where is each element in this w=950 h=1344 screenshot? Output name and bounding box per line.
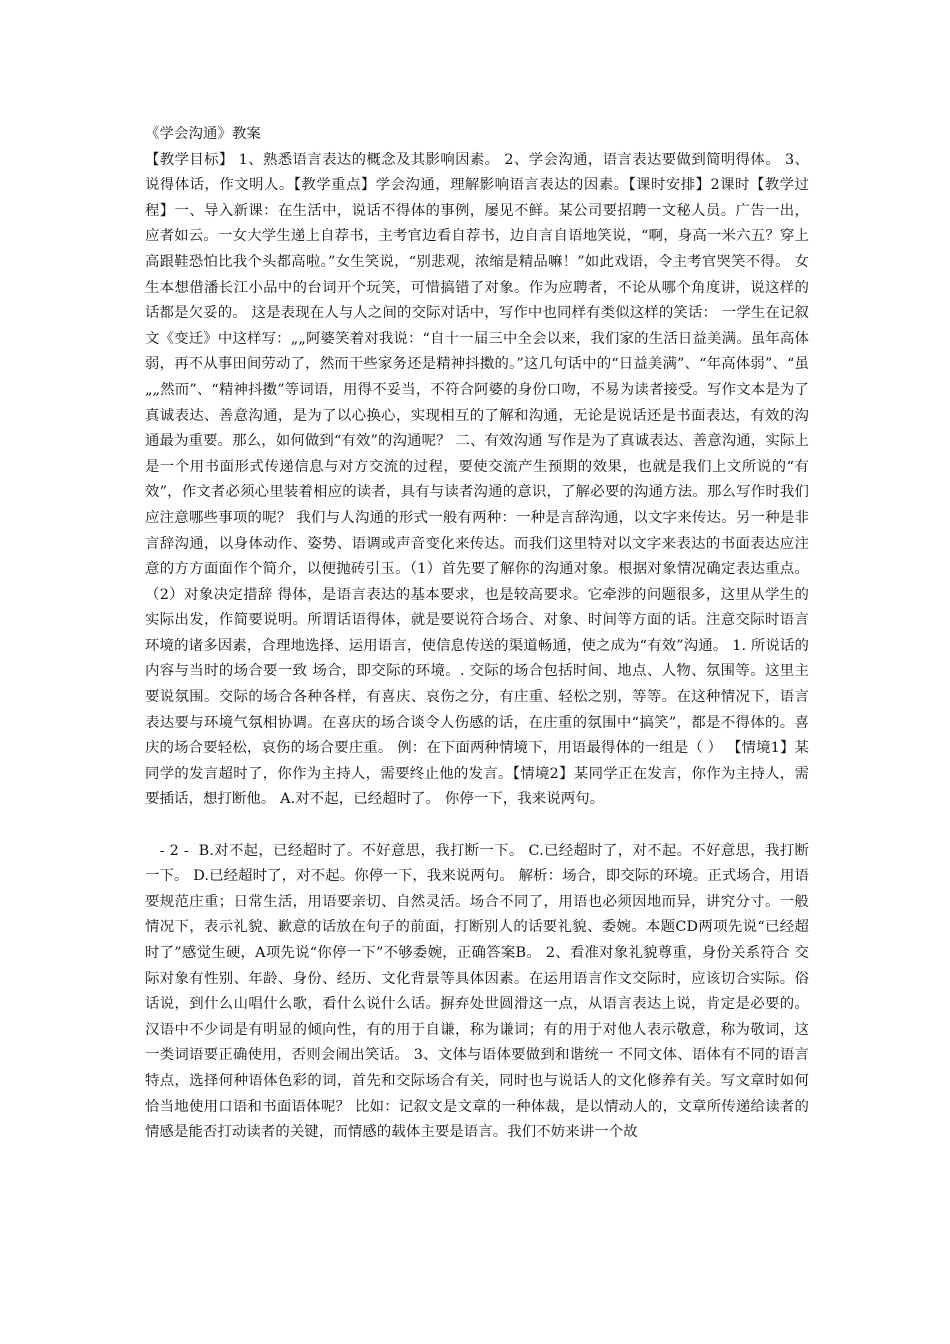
body-paragraph-1: 【教学目标】 1、熟悉语言表达的概念及其影响因素。 2、学会沟通，语言表达要做到简明得体。 3、说得体话，作文明人。【教学重点】学会沟通，理解影响语言表达的因素。【课时安排】2课时【教学过程】一、导入新课：在生活中，说话不得体的事例，屡见不鲜。某公司要招聘一文秘人员。广告一出，应者如云。一女大学生递上自荐书，主考官边看自荐书，边自言自语地笑说，“啊，身高一米六五？穿上高跟鞋恐怕比我个头都高啦。”女生笑说，“别悲观，浓缩是精品嘛！”如此戏语，令主考官哭笑不得。 女生本想借潘长江小品中的台词开个玩笑，可惜搞错了对象。作为应聘者，不论从哪个角度讲，说这样的话都是欠妥的。 这是表现在人与人之间的交际对话中，写作中也同样有类似这样的笑话： 一学生在记叙文《变迁》中这样写：„„阿婆笑着对我说：“自十一届三中全会以来，我们家的生活日益美满。虽年高体弱，再不从事田间劳动了，然而干些家务还是精神抖擞的。”这几句话中的“日益美满”、“年高体弱”、“虽„„然而”、“精神抖擞”等词语，用得不妥当，不符合阿婆的身份口吻，不易为读者接受。写作文本是为了真诚表达、善意沟通，是为了以心换心，实现相互的了解和沟通，无论是说话还是书面表达，有效的沟通最为重要。那么，如何做到“有效”的沟通呢？ 二、有效沟通 写作是为了真诚表达、善意沟通，实际上是一个用书面形式传递信息与对方交流的过程，要使交流产生预期的效果，也就是我们上文所说的“有效”，作文者必须心里装着相应的读者，具有与读者沟通的意识，了解必要的沟通方法。那么写作时我们应注意哪些事项的呢？ 我们与人沟通的形式一般有两种：一种是言辞沟通，以文字来传达。另一种是非言辞沟通，以身体动作、姿势、语调或声音变化来传达。而我们这里特对以文字来表达的书面表达应注意的方方面面作个简介，以便抛砖引玉。（1）首先要了解你的沟通对象。根据对象情况确定表达重点。（2）对象决定措辞 得体，是语言表达的基本要求，也是较高要求。它牵涉的问题很多，这里从学生的实际出发，作简要说明。所谓话语得体，就是要说符合场合、对象、时间等方面的话。注意交际时语言环境的诸多因素，合理地选择、运用语言，使信息传送的渠道畅通，使之成为“有效”沟通。 1. 所说话的内容与当时的场合要一致 场合，即交际的环境。. 交际的场合包括时间、地点、人物、氛围等。这里主要说氛围。交际的场合各种各样，有喜庆、哀伤之分，有庄重、轻松之别，等等。在这种情况下，语言表达要与环境气氛相协调。在喜庆的场合谈令人伤感的话，在庄重的氛围中“搞笑”，都是不得体的。喜庆的场合要轻松，哀伤的场合要庄重。 例：在下面两种情境下，用语最得体的一组是（ ） 【情境1】某同学的发言超时了，你作为主持人，需要终止他的发言。【情境2】某同学正在发言，你作为主持人，需要插话，想打断他。 A.对不起，已经超时了。 你停一下，我来说两句。: [145, 151, 809, 808]
document-title: 《学会沟通》教案: [145, 126, 261, 142]
body-paragraph-2-container: [145, 839, 809, 1146]
paragraph-gap: [145, 813, 809, 839]
page-number-marker: - 2 -: [159, 842, 189, 859]
document-page: [145, 122, 809, 1146]
body-paragraph-2: B.对不起，已经超时了。不好意思，我打断一下。 C.已经超时了，对不起。不好意思，我打断一下。 D.已经超时了，对不起。你停一下，我来说两句。 解析：场合，即交际的环境。正式场合，用语要规范庄重；日常生活，用语要亲切、自然灵活。场合不同了，用语也必须因地而异，讲究分寸。一般情况下，表示礼貌、歉意的话放在句子的前面，打断别人的话要礼貌、委婉。本题CD两项先说“已经超时了”感觉生硬，A项先说“你停一下”不够委婉，正确答案B。 2、看准对象礼貌尊重，身份关系符合 交际对象有性别、年龄、身份、经历、文化背景等具体因素。在运用语言作文交际时，应该切合实际。俗话说，到什么山唱什么歌，看什么说什么话。摒弃处世圆滑这一点，从语言表达上说，肯定是必要的。 汉语中不少词是有明显的倾向性，有的用于自谦，称为谦词；有的用于对他人表示敬意，称为敬词，这一类词语要正确使用，否则会闹出笑话。 3、文体与语体要做到和谐统一 不同文体、语体有不同的语言特点，选择何种语体色彩的词，首先和交际场合有关，同时也与说话人的文化修养有关。写文章时如何恰当地使用口语和书面语体呢？ 比如：记叙文是文章的一种体裁，是以情动人的，文章所传递给读者的情感是能否打动读者的关键，而情感的载体主要是语言。我们不妨来讲一个故: [145, 842, 810, 1141]
